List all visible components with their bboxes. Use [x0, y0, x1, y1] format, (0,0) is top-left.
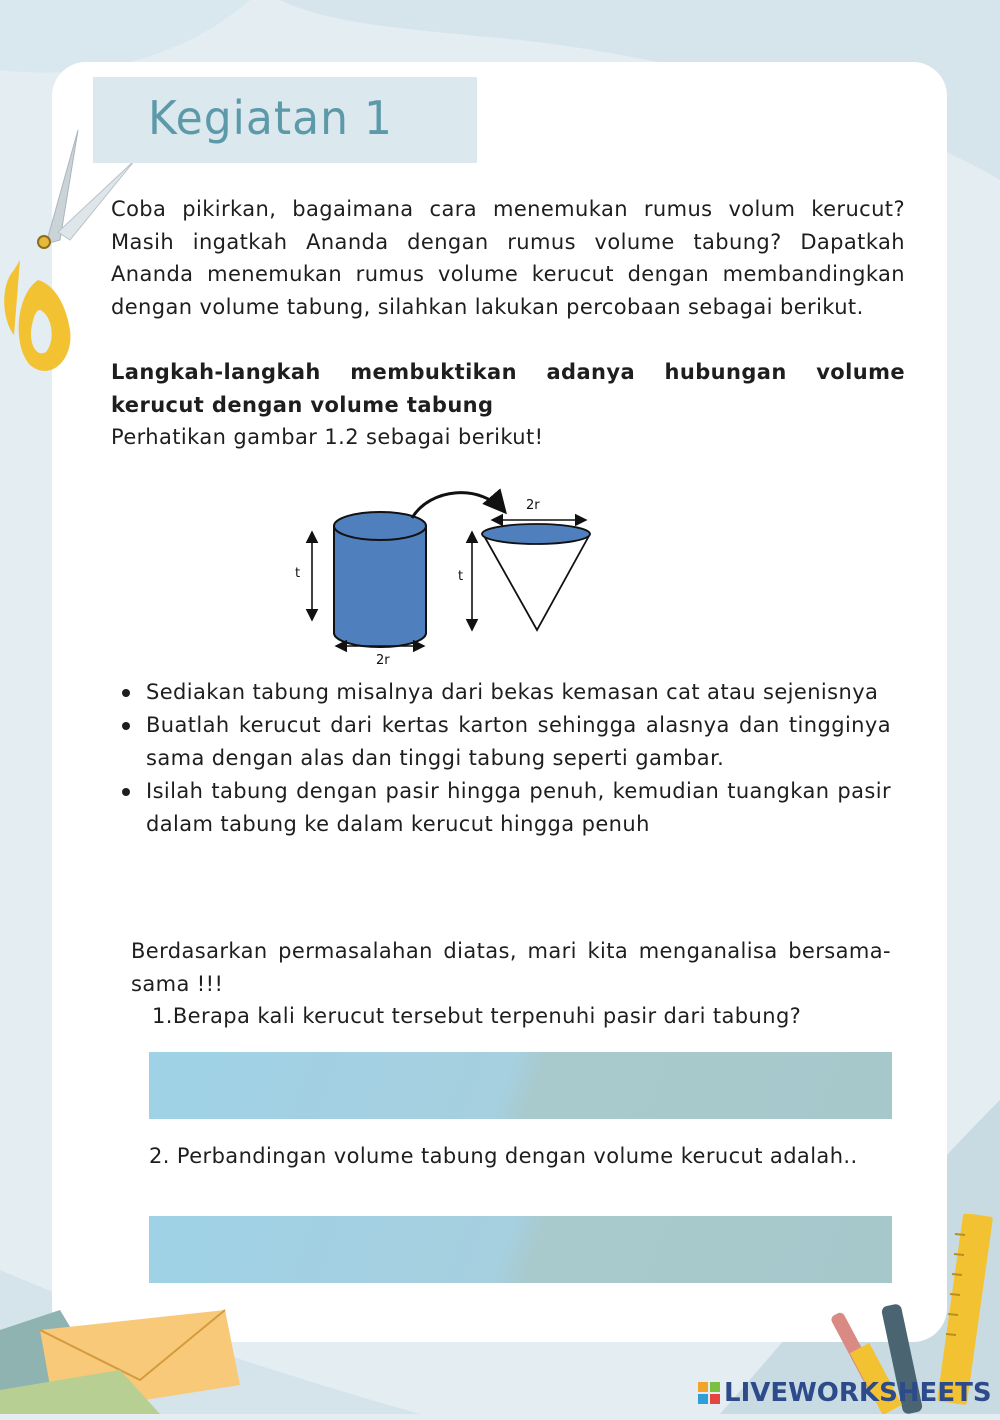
liveworksheets-logo[interactable]	[698, 1378, 992, 1408]
pour-arrow	[412, 493, 505, 518]
list-item: Sediakan tabung misalnya dari bekas kemasan cat atau sejenisnya	[120, 676, 891, 709]
question-1	[152, 1000, 892, 1033]
question-1-number: 1.	[152, 1004, 173, 1028]
question-1-text: Berapa kali kerucut tersebut terpenuhi pasir dari tabung?	[172, 1004, 802, 1028]
figure-intro: Perhatikan gambar 1.2 sebagai berikut!	[111, 425, 544, 449]
bullet-icon	[122, 788, 130, 796]
answer-1-input[interactable]	[149, 1052, 892, 1119]
list-item: Isilah tabung dengan pasir hingga penuh, kemudian tuangkan pasir dalam tabung ke dalam kerucut hingga penuh	[120, 775, 891, 841]
intro-paragraph: Coba pikirkan, bagaimana cara menemukan rumus volum kerucut? Masih ingatkah Ananda dengan rumus volume tabung? Dapatkah Ananda menemukan rumus volume kerucut dengan membandingkan dengan volume tabung, silahkan lakukan percobaan sebagai berikut.	[111, 197, 905, 319]
label-t-cylinder: t	[295, 566, 301, 581]
analysis-prompt: Berdasarkan permasalahan diatas, mari kita menganalisa bersama-sama !!!	[131, 939, 891, 996]
bullet-icon	[122, 689, 130, 697]
cone-shape	[482, 524, 590, 630]
bullet-icon	[122, 722, 130, 730]
cylinder-shape	[334, 512, 426, 647]
page-title: Kegiatan 1	[148, 92, 393, 146]
label-2r-cone: 2r	[526, 498, 540, 513]
liveworksheets-logo-icon	[698, 1382, 720, 1404]
steps-list	[120, 676, 891, 841]
envelope-icon	[0, 1290, 260, 1420]
steps-heading: Langkah-langkah membuktikan adanya hubungan volume kerucut dengan volume tabung	[111, 360, 905, 417]
liveworksheets-logo-text: LIVEWORKSHEETS	[724, 1378, 992, 1408]
label-t-cone: t	[458, 569, 464, 584]
label-2r-cylinder: 2r	[376, 653, 390, 668]
cylinder-cone-figure	[280, 488, 620, 673]
answer-2-input[interactable]	[149, 1216, 892, 1283]
list-item: Buatlah kerucut dari kertas karton sehingga alasnya dan tingginya sama dengan alas dan tinggi tabung seperti gambar.	[120, 709, 891, 775]
question-2: 2. Perbandingan volume tabung dengan volume kerucut adalah..	[149, 1144, 858, 1168]
